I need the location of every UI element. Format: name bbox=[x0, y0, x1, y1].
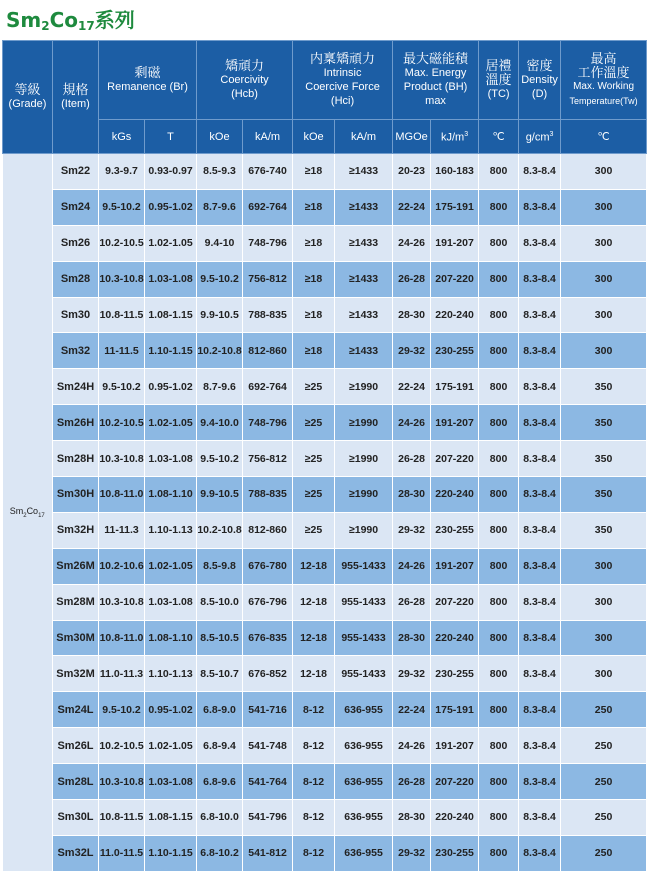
cell-kj: 207-220 bbox=[431, 261, 479, 297]
cell-kj: 207-220 bbox=[431, 584, 479, 620]
cell-mgoe: 22-24 bbox=[393, 189, 431, 225]
cell-t: 1.10-1.15 bbox=[145, 333, 197, 369]
unit-tc: ℃ bbox=[479, 120, 519, 154]
cell-hci-kam: 636-955 bbox=[335, 692, 393, 728]
cell-d: 8.3-8.4 bbox=[519, 656, 561, 692]
cell-tw: 250 bbox=[561, 728, 647, 764]
cell-mgoe: 29-32 bbox=[393, 835, 431, 871]
cell-t: 1.08-1.10 bbox=[145, 477, 197, 513]
cell-tw: 350 bbox=[561, 441, 647, 477]
cell-tw: 350 bbox=[561, 477, 647, 513]
cell-item: Sm26 bbox=[53, 225, 99, 261]
cell-kam: 788-835 bbox=[243, 297, 293, 333]
header-intrinsic: 内稟矯頑力 Intrinsic Coercive Force (Hci) bbox=[293, 41, 393, 120]
cell-t: 0.95-1.02 bbox=[145, 369, 197, 405]
cell-hci-koe: 8-12 bbox=[293, 764, 335, 800]
cell-t: 1.03-1.08 bbox=[145, 441, 197, 477]
cell-tc: 800 bbox=[479, 548, 519, 584]
cell-hci-koe: 12-18 bbox=[293, 548, 335, 584]
cell-item: Sm28H bbox=[53, 441, 99, 477]
cell-item: Sm24L bbox=[53, 692, 99, 728]
cell-kam: 676-740 bbox=[243, 154, 293, 190]
cell-hci-kam: 955-1433 bbox=[335, 620, 393, 656]
cell-mgoe: 29-32 bbox=[393, 333, 431, 369]
cell-mgoe: 28-30 bbox=[393, 297, 431, 333]
cell-t: 1.02-1.05 bbox=[145, 225, 197, 261]
cell-tc: 800 bbox=[479, 620, 519, 656]
cell-kgs: 9.5-10.2 bbox=[99, 189, 145, 225]
cell-koe: 9.4-10 bbox=[197, 225, 243, 261]
cell-tc: 800 bbox=[479, 764, 519, 800]
cell-koe: 8.7-9.6 bbox=[197, 189, 243, 225]
cell-hci-kam: 955-1433 bbox=[335, 656, 393, 692]
cell-item: Sm26L bbox=[53, 728, 99, 764]
cell-tw: 300 bbox=[561, 154, 647, 190]
table-row bbox=[3, 692, 647, 728]
cell-mgoe: 22-24 bbox=[393, 692, 431, 728]
cell-t: 1.10-1.13 bbox=[145, 656, 197, 692]
cell-t: 1.03-1.08 bbox=[145, 584, 197, 620]
table-row bbox=[3, 297, 647, 333]
cell-kam: 692-764 bbox=[243, 189, 293, 225]
table-row bbox=[3, 225, 647, 261]
cell-kam: 812-860 bbox=[243, 333, 293, 369]
cell-kam: 676-796 bbox=[243, 584, 293, 620]
cell-mgoe: 28-30 bbox=[393, 620, 431, 656]
unit-koe-hci: kOe bbox=[293, 120, 335, 154]
cell-kj: 230-255 bbox=[431, 512, 479, 548]
cell-d: 8.3-8.4 bbox=[519, 441, 561, 477]
cell-tc: 800 bbox=[479, 261, 519, 297]
cell-kam: 676-835 bbox=[243, 620, 293, 656]
cell-hci-koe: ≥18 bbox=[293, 297, 335, 333]
cell-tc: 800 bbox=[479, 692, 519, 728]
cell-kj: 191-207 bbox=[431, 548, 479, 584]
cell-kgs: 11.0-11.5 bbox=[99, 835, 145, 871]
unit-density: $g/cm^3$ bbox=[519, 120, 561, 154]
cell-item: Sm30H bbox=[53, 477, 99, 513]
cell-koe: 6.8-9.4 bbox=[197, 728, 243, 764]
cell-tc: 800 bbox=[479, 728, 519, 764]
cell-tc: 800 bbox=[479, 333, 519, 369]
cell-item: Sm30 bbox=[53, 297, 99, 333]
cell-koe: 9.5-10.2 bbox=[197, 261, 243, 297]
cell-kj: 175-191 bbox=[431, 369, 479, 405]
cell-item: Sm32H bbox=[53, 512, 99, 548]
cell-item: Sm28L bbox=[53, 764, 99, 800]
table-row bbox=[3, 548, 647, 584]
cell-hci-koe: ≥18 bbox=[293, 333, 335, 369]
cell-hci-koe: 8-12 bbox=[293, 692, 335, 728]
cell-hci-koe: ≥25 bbox=[293, 441, 335, 477]
cell-kgs: 9.5-10.2 bbox=[99, 369, 145, 405]
cell-d: 8.3-8.4 bbox=[519, 548, 561, 584]
table-row bbox=[3, 441, 647, 477]
cell-hci-kam: ≥1433 bbox=[335, 225, 393, 261]
cell-item: Sm30M bbox=[53, 620, 99, 656]
cell-kam: 756-812 bbox=[243, 261, 293, 297]
header-coercivity: 矯頑力 Coercivity (Hcb) bbox=[197, 41, 293, 120]
cell-hci-koe: ≥18 bbox=[293, 261, 335, 297]
unit-koe: kOe bbox=[197, 120, 243, 154]
cell-d: 8.3-8.4 bbox=[519, 835, 561, 871]
header-max-temp: 最高 工作溫度 Max. Working Temperature(Tw) bbox=[561, 41, 647, 120]
cell-kgs: 11.0-11.3 bbox=[99, 656, 145, 692]
cell-kgs: 10.8-11.5 bbox=[99, 800, 145, 836]
unit-tesla: T bbox=[145, 120, 197, 154]
cell-kgs: 10.2-10.5 bbox=[99, 728, 145, 764]
cell-hci-koe: ≥25 bbox=[293, 405, 335, 441]
cell-kam: 541-748 bbox=[243, 728, 293, 764]
cell-hci-kam: ≥1990 bbox=[335, 441, 393, 477]
cell-kj: 191-207 bbox=[431, 728, 479, 764]
cell-tc: 800 bbox=[479, 800, 519, 836]
table-row bbox=[3, 800, 647, 836]
cell-kgs: 11-11.5 bbox=[99, 333, 145, 369]
cell-tw: 250 bbox=[561, 800, 647, 836]
cell-hci-kam: ≥1990 bbox=[335, 369, 393, 405]
cell-item: Sm26H bbox=[53, 405, 99, 441]
table-row bbox=[3, 154, 647, 190]
cell-koe: 8.5-10.7 bbox=[197, 656, 243, 692]
cell-kj: 175-191 bbox=[431, 692, 479, 728]
cell-d: 8.3-8.4 bbox=[519, 405, 561, 441]
header-energy: 最大磁能積 Max. Energy Product (BH) max bbox=[393, 41, 479, 120]
cell-koe: 9.4-10.0 bbox=[197, 405, 243, 441]
cell-t: 1.03-1.08 bbox=[145, 261, 197, 297]
unit-kj-m3: $kJ/m^3$ bbox=[431, 120, 479, 154]
cell-mgoe: 20-23 bbox=[393, 154, 431, 190]
unit-tw: ℃ bbox=[561, 120, 647, 154]
header-density: 密度 Density (D) bbox=[519, 41, 561, 120]
cell-hci-koe: 12-18 bbox=[293, 584, 335, 620]
header-remanence: 剩磁 Remanence (Br) bbox=[99, 41, 197, 120]
cell-item: Sm32 bbox=[53, 333, 99, 369]
cell-mgoe: 28-30 bbox=[393, 477, 431, 513]
cell-d: 8.3-8.4 bbox=[519, 764, 561, 800]
cell-koe: 10.2-10.8 bbox=[197, 512, 243, 548]
header-tc: 居禮 溫度 (TC) bbox=[479, 41, 519, 120]
unit-ka-m-hci: kA/m bbox=[335, 120, 393, 154]
cell-hci-koe: ≥18 bbox=[293, 225, 335, 261]
cell-koe: 9.9-10.5 bbox=[197, 477, 243, 513]
table-row bbox=[3, 189, 647, 225]
cell-kam: 692-764 bbox=[243, 369, 293, 405]
cell-item: Sm22 bbox=[53, 154, 99, 190]
cell-d: 8.3-8.4 bbox=[519, 512, 561, 548]
cell-hci-kam: 636-955 bbox=[335, 800, 393, 836]
cell-tc: 800 bbox=[479, 512, 519, 548]
cell-koe: 6.8-10.2 bbox=[197, 835, 243, 871]
cell-kgs: 10.8-11.0 bbox=[99, 477, 145, 513]
cell-tw: 300 bbox=[561, 656, 647, 692]
header-grade: 等級 (Grade) bbox=[3, 41, 53, 154]
cell-kgs: 10.3-10.8 bbox=[99, 584, 145, 620]
cell-hci-koe: 12-18 bbox=[293, 656, 335, 692]
table-row bbox=[3, 512, 647, 548]
cell-hci-koe: 12-18 bbox=[293, 620, 335, 656]
cell-kj: 230-255 bbox=[431, 835, 479, 871]
cell-kgs: 11-11.3 bbox=[99, 512, 145, 548]
cell-tc: 800 bbox=[479, 656, 519, 692]
cell-koe: 6.8-9.6 bbox=[197, 764, 243, 800]
cell-kam: 541-812 bbox=[243, 835, 293, 871]
cell-mgoe: 26-28 bbox=[393, 441, 431, 477]
cell-tw: 250 bbox=[561, 835, 647, 871]
cell-kgs: 10.3-10.8 bbox=[99, 441, 145, 477]
cell-hci-koe: 8-12 bbox=[293, 800, 335, 836]
cell-kj: 160-183 bbox=[431, 154, 479, 190]
cell-hci-kam: ≥1433 bbox=[335, 333, 393, 369]
cell-kgs: 10.2-10.6 bbox=[99, 548, 145, 584]
cell-hci-koe: 8-12 bbox=[293, 835, 335, 871]
cell-mgoe: 24-26 bbox=[393, 405, 431, 441]
cell-hci-kam: 955-1433 bbox=[335, 584, 393, 620]
cell-tc: 800 bbox=[479, 154, 519, 190]
cell-t: 1.08-1.15 bbox=[145, 800, 197, 836]
cell-hci-kam: ≥1990 bbox=[335, 477, 393, 513]
cell-kam: 676-852 bbox=[243, 656, 293, 692]
cell-kgs: 10.3-10.8 bbox=[99, 764, 145, 800]
cell-d: 8.3-8.4 bbox=[519, 584, 561, 620]
cell-t: 1.08-1.15 bbox=[145, 297, 197, 333]
cell-hci-kam: ≥1433 bbox=[335, 297, 393, 333]
cell-mgoe: 22-24 bbox=[393, 369, 431, 405]
cell-hci-koe: ≥18 bbox=[293, 189, 335, 225]
cell-item: Sm28 bbox=[53, 261, 99, 297]
cell-kj: 207-220 bbox=[431, 764, 479, 800]
cell-tc: 800 bbox=[479, 225, 519, 261]
table-row bbox=[3, 405, 647, 441]
table-row bbox=[3, 656, 647, 692]
cell-koe: 8.5-10.0 bbox=[197, 584, 243, 620]
table-row bbox=[3, 333, 647, 369]
cell-kj: 220-240 bbox=[431, 620, 479, 656]
cell-kj: 207-220 bbox=[431, 441, 479, 477]
cell-tc: 800 bbox=[479, 477, 519, 513]
cell-item: Sm32M bbox=[53, 656, 99, 692]
cell-mgoe: 24-26 bbox=[393, 728, 431, 764]
unit-kgs: kGs bbox=[99, 120, 145, 154]
cell-mgoe: 24-26 bbox=[393, 225, 431, 261]
cell-item: Sm32L bbox=[53, 835, 99, 871]
cell-d: 8.3-8.4 bbox=[519, 477, 561, 513]
cell-hci-koe: 8-12 bbox=[293, 728, 335, 764]
table-row bbox=[3, 261, 647, 297]
cell-kam: 676-780 bbox=[243, 548, 293, 584]
cell-kgs: 10.2-10.5 bbox=[99, 405, 145, 441]
cell-hci-koe: ≥25 bbox=[293, 477, 335, 513]
spec-table bbox=[2, 40, 647, 872]
cell-tc: 800 bbox=[479, 189, 519, 225]
cell-tw: 300 bbox=[561, 620, 647, 656]
cell-mgoe: 28-30 bbox=[393, 800, 431, 836]
cell-koe: 9.9-10.5 bbox=[197, 297, 243, 333]
cell-t: 1.02-1.05 bbox=[145, 728, 197, 764]
cell-koe: 8.5-9.3 bbox=[197, 154, 243, 190]
cell-koe: 9.5-10.2 bbox=[197, 441, 243, 477]
cell-t: 0.93-0.97 bbox=[145, 154, 197, 190]
table-row bbox=[3, 728, 647, 764]
cell-t: 1.08-1.10 bbox=[145, 620, 197, 656]
cell-tw: 300 bbox=[561, 261, 647, 297]
cell-kgs: 10.3-10.8 bbox=[99, 261, 145, 297]
cell-tw: 350 bbox=[561, 512, 647, 548]
cell-hci-kam: ≥1990 bbox=[335, 512, 393, 548]
table-row bbox=[3, 764, 647, 800]
cell-d: 8.3-8.4 bbox=[519, 728, 561, 764]
cell-hci-kam: 636-955 bbox=[335, 728, 393, 764]
cell-hci-kam: ≥1433 bbox=[335, 189, 393, 225]
cell-item: Sm24 bbox=[53, 189, 99, 225]
cell-mgoe: 29-32 bbox=[393, 656, 431, 692]
cell-hci-koe: ≥25 bbox=[293, 512, 335, 548]
cell-kam: 541-796 bbox=[243, 800, 293, 836]
unit-mgoe: MGOe bbox=[393, 120, 431, 154]
cell-hci-kam: 955-1433 bbox=[335, 548, 393, 584]
cell-kgs: 10.8-11.5 bbox=[99, 297, 145, 333]
cell-d: 8.3-8.4 bbox=[519, 261, 561, 297]
cell-kj: 230-255 bbox=[431, 656, 479, 692]
cell-t: 0.95-1.02 bbox=[145, 692, 197, 728]
cell-t: 1.02-1.05 bbox=[145, 405, 197, 441]
cell-hci-kam: ≥1990 bbox=[335, 405, 393, 441]
cell-tw: 300 bbox=[561, 225, 647, 261]
cell-koe: 6.8-10.0 bbox=[197, 800, 243, 836]
cell-t: 1.02-1.05 bbox=[145, 548, 197, 584]
cell-item: Sm24H bbox=[53, 369, 99, 405]
cell-mgoe: 26-28 bbox=[393, 261, 431, 297]
cell-d: 8.3-8.4 bbox=[519, 620, 561, 656]
cell-kj: 220-240 bbox=[431, 477, 479, 513]
header-item: 規格 (Item) bbox=[53, 41, 99, 154]
cell-tw: 350 bbox=[561, 405, 647, 441]
cell-koe: 8.7-9.6 bbox=[197, 369, 243, 405]
cell-tw: 300 bbox=[561, 333, 647, 369]
cell-kj: 191-207 bbox=[431, 405, 479, 441]
cell-d: 8.3-8.4 bbox=[519, 154, 561, 190]
cell-t: 1.03-1.08 bbox=[145, 764, 197, 800]
cell-hci-koe: ≥25 bbox=[293, 369, 335, 405]
cell-koe: 10.2-10.8 bbox=[197, 333, 243, 369]
cell-mgoe: 29-32 bbox=[393, 512, 431, 548]
cell-tw: 250 bbox=[561, 764, 647, 800]
cell-d: 8.3-8.4 bbox=[519, 225, 561, 261]
cell-mgoe: 26-28 bbox=[393, 584, 431, 620]
cell-mgoe: 26-28 bbox=[393, 764, 431, 800]
cell-hci-koe: ≥18 bbox=[293, 154, 335, 190]
cell-hci-kam: ≥1433 bbox=[335, 154, 393, 190]
cell-kj: 191-207 bbox=[431, 225, 479, 261]
cell-t: 1.10-1.13 bbox=[145, 512, 197, 548]
grade-cell: $Sm_2Co_{17}$ bbox=[3, 154, 53, 872]
page-title: $Sm_2Co_{17}$系列 bbox=[6, 8, 135, 33]
cell-tc: 800 bbox=[479, 441, 519, 477]
cell-hci-kam: 636-955 bbox=[335, 764, 393, 800]
cell-kj: 175-191 bbox=[431, 189, 479, 225]
cell-kam: 748-796 bbox=[243, 405, 293, 441]
unit-ka-m: kA/m bbox=[243, 120, 293, 154]
cell-tw: 350 bbox=[561, 369, 647, 405]
cell-hci-kam: 636-955 bbox=[335, 835, 393, 871]
cell-kam: 541-764 bbox=[243, 764, 293, 800]
cell-kam: 541-716 bbox=[243, 692, 293, 728]
cell-tw: 300 bbox=[561, 548, 647, 584]
cell-d: 8.3-8.4 bbox=[519, 297, 561, 333]
cell-tc: 800 bbox=[479, 369, 519, 405]
cell-kgs: 10.2-10.5 bbox=[99, 225, 145, 261]
cell-koe: 8.5-9.8 bbox=[197, 548, 243, 584]
cell-tc: 800 bbox=[479, 584, 519, 620]
cell-tc: 800 bbox=[479, 297, 519, 333]
cell-tw: 300 bbox=[561, 189, 647, 225]
cell-d: 8.3-8.4 bbox=[519, 333, 561, 369]
cell-item: Sm28M bbox=[53, 584, 99, 620]
cell-kj: 220-240 bbox=[431, 297, 479, 333]
cell-koe: 6.8-9.0 bbox=[197, 692, 243, 728]
cell-kam: 812-860 bbox=[243, 512, 293, 548]
cell-d: 8.3-8.4 bbox=[519, 369, 561, 405]
cell-kj: 230-255 bbox=[431, 333, 479, 369]
cell-kgs: 9.5-10.2 bbox=[99, 692, 145, 728]
cell-d: 8.3-8.4 bbox=[519, 800, 561, 836]
cell-kam: 788-835 bbox=[243, 477, 293, 513]
cell-tc: 800 bbox=[479, 405, 519, 441]
cell-kam: 748-796 bbox=[243, 225, 293, 261]
cell-d: 8.3-8.4 bbox=[519, 692, 561, 728]
table-row bbox=[3, 369, 647, 405]
cell-tw: 250 bbox=[561, 692, 647, 728]
cell-tw: 300 bbox=[561, 297, 647, 333]
cell-mgoe: 24-26 bbox=[393, 548, 431, 584]
cell-kgs: 10.8-11.0 bbox=[99, 620, 145, 656]
cell-item: Sm30L bbox=[53, 800, 99, 836]
cell-kgs: 9.3-9.7 bbox=[99, 154, 145, 190]
cell-item: Sm26M bbox=[53, 548, 99, 584]
cell-d: 8.3-8.4 bbox=[519, 189, 561, 225]
table-row bbox=[3, 620, 647, 656]
cell-tw: 300 bbox=[561, 584, 647, 620]
table-row bbox=[3, 477, 647, 513]
cell-tc: 800 bbox=[479, 835, 519, 871]
cell-t: 1.10-1.15 bbox=[145, 835, 197, 871]
cell-kam: 756-812 bbox=[243, 441, 293, 477]
cell-koe: 8.5-10.5 bbox=[197, 620, 243, 656]
cell-kj: 220-240 bbox=[431, 800, 479, 836]
cell-t: 0.95-1.02 bbox=[145, 189, 197, 225]
cell-hci-kam: ≥1433 bbox=[335, 261, 393, 297]
table-row bbox=[3, 584, 647, 620]
